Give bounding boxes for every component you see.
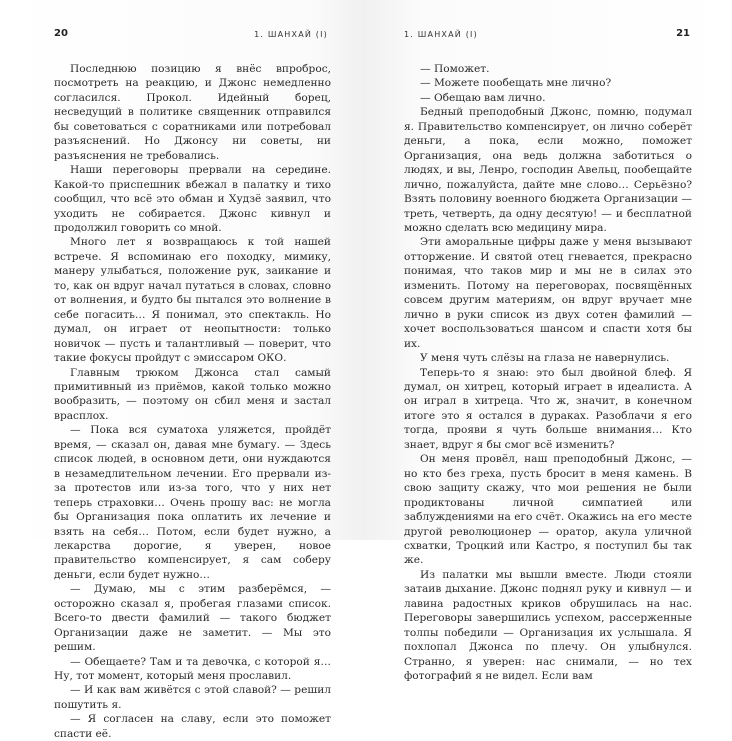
left-page <box>0 0 366 740</box>
paragraph: — Я согласен на славу, если это поможет спасти её. <box>54 713 331 740</box>
paragraph: Много лет я возвращаюсь к той нашей встрече. Я вспоминаю его походку, мимику, манеру улыбаться, положение рук, заикание и то, как он вдруг начал путаться в словах, словно от волнения, и будто бы пытался это волнение в себе погасить… Я понимал, это спектакль. Но думал, он играет от неопытности: только новичок — пусть и талантливый — поверит, что такие фокусы пройдут с эмиссаром ОКО. <box>54 236 331 365</box>
page-number: 21 <box>676 28 690 39</box>
paragraph: — Можете пообещать мне лично? <box>420 77 612 90</box>
paragraph: Главным трюком Джонса стал самый примитивный из приёмов, какой только можно вообразить, — поэтому он сбил меня и застал врасплох. <box>54 366 331 422</box>
running-head: 1. ШАНХАЙ (I) <box>404 30 478 39</box>
paragraph: — Пока вся суматоха уляжется, пройдёт время, — сказал он, давая мне бумагу. — Здесь список людей, в основном дети, они нуждаются в незамедлительном лечении. Его прервали из-за протестов или из-за того, что у них нет теперь страховки… Очень прошу вас: не могла бы Организация пока оплатить их лечение и взять на себя… Потом, если будет нужно, а лекарства дорогие, я уверен, новое правительство компенсирует, я сам соберу деньги, если будет нужно… <box>54 424 331 581</box>
right-page-body <box>404 62 692 683</box>
page-number: 20 <box>54 28 68 39</box>
paragraph: Эти аморальные цифры даже у меня вызывают отторжение. И святой отец гневается, прекрасно понимая, что таков мир и мы не в силах это изменить. Потому на переговорах, посвящённых совсем другим материям, он вдруг вручает мне лично в руки список из двух сотен фамилий — хочет воспользоваться шансом и спасти хотя бы их. <box>404 236 692 350</box>
paragraph: Он меня провёл, наш преподобный Джонс, — но кто без греха, пусть бросит в меня камень. В свою защиту скажу, что мои решения не были продиктованы личной симпатией или заблуждениями на его счёт. Окажись на его месте другой революционер — оратор, акула уличной схватки, Троцкий или Кастро, я поступил бы так же. <box>404 453 692 567</box>
paragraph: Наши переговоры прервали на середине. Какой-то приспешник вбежал в палатку и тихо сообщил, что всё это обман и Худзё заявил, что уходить не собирается. Джонс кивнул и продолжил говорить со мной. <box>54 164 331 234</box>
paragraph: Из палатки мы вышли вместе. Люди стояли затаив дыхание. Джонс поднял руку и кивнул — и лавина радостных криков обрушилась на нас. Переговоры завершились успехом, рассерженные толпы победили — Организация их услышала. Я похлопал Джонса по плечу. Он улыбнулся. Странно, я уверен: нас снимали, — но тех фотографий я не видел. Если вам <box>404 568 692 683</box>
left-page-body <box>54 62 331 741</box>
paragraph: — Поможет. <box>420 63 490 75</box>
running-head: 1. ШАНХАЙ (I) <box>254 30 328 39</box>
right-page <box>366 0 732 683</box>
paragraph: — И как вам живётся с этой славой? — решил пошутить я. <box>54 684 331 711</box>
paragraph: Теперь-то я знаю: это был двойной блеф. Я думал, он хитрец, который играет в идеалиста. А он играл в хитреца. Что ж, значит, в конечном итоге это я остался в дураках. Разоблачи я его тогда, прояви я чуть больше внимания… Кто знает, вдруг я бы смог всё изменить? <box>404 366 692 451</box>
paragraph: Последнюю позицию я внёс впроброс, посмотреть на реакцию, и Джонс немедленно согласился. Прокол. Идейный борец, несведущий в политике священник отправился бы советоваться с соратниками или потребовал разъяснений. Но Джонсу ни советы, ни разъяснения не требовались. <box>54 63 331 162</box>
right-page-header <box>404 30 690 44</box>
paragraph: — Обещаете? Там и та девочка, с которой я… Ну, тот момент, который меня прославил. <box>54 655 331 683</box>
paragraph: У меня чуть слёзы на глаза не навернулись. <box>420 352 670 365</box>
paragraph: — Думаю, мы с этим разберёмся, — осторожно сказал я, пробегая глазами список. Всего-то двести фамилий — такого бюджет Организации даже не заметит. — Мы это решим. <box>54 583 331 654</box>
paragraph: Бедный преподобный Джонс, помню, подумал я. Правительство компенсирует, он лично соберёт деньги, а пока, если можно, поможет Организация, она ведь должна заботиться о людях, и вы, Ленро, господин Авельц, пообещайте лично, пожалуйста, дайте мне слово… Серьёзно? Взять половину военного бюджета Организации — треть, четверть, да одну десятую! — и бесплатной можно сделать всю медицину мира. <box>404 106 693 234</box>
left-page-header <box>54 30 328 44</box>
paragraph: — Обещаю вам лично. <box>420 91 546 104</box>
